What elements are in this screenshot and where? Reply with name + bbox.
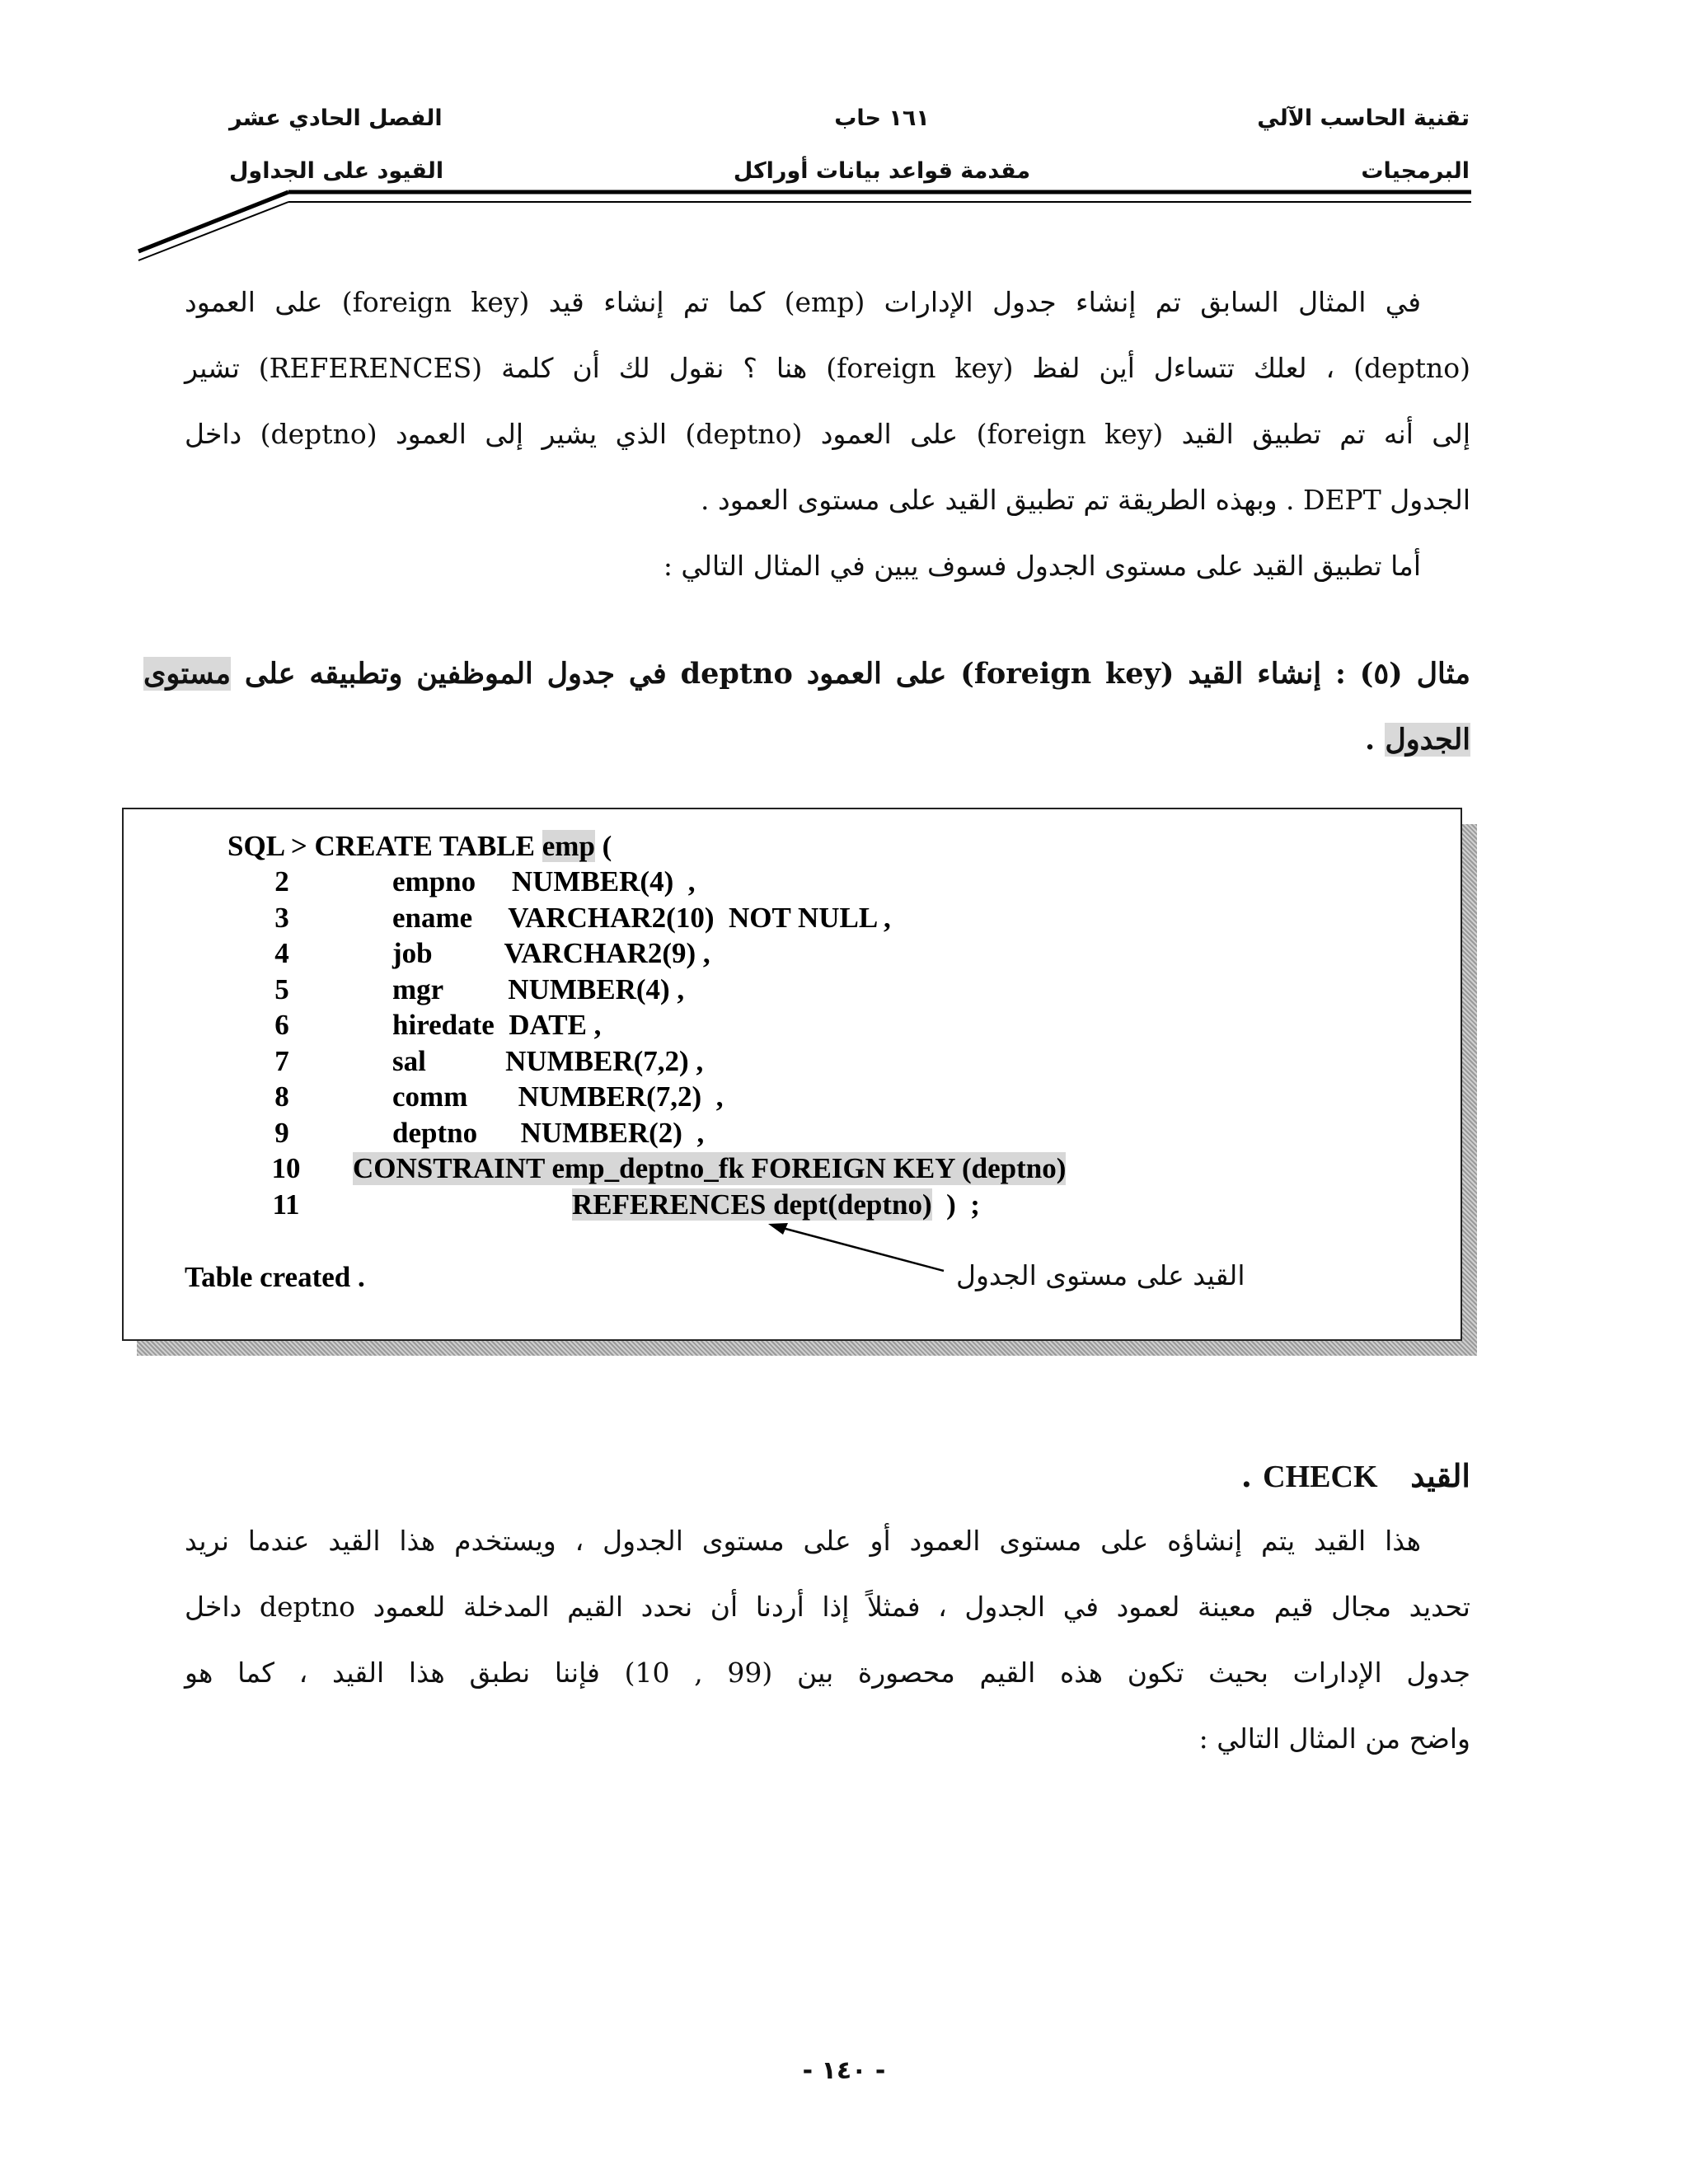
check-line: تحديد مجال قيم معينة لعمود في الجدول ، فمثلاً إذا أردنا أن نحدد القيم المدخلة للعمود deptno داخل	[185, 1591, 1470, 1623]
intro-line: إلى أنه تم تطبيق القيد (foreign key) على العمود (deptno) الذي يشير إلى العمود (deptno) داخل	[185, 418, 1471, 450]
section-title-period: .	[1240, 1457, 1252, 1494]
open-paren: (	[594, 830, 612, 862]
check-line: هذا القيد يتم إنشاؤه على مستوى العمود أو على مستوى الجدول ، ويستخدم هذا القيد عندما نريد	[185, 1525, 1421, 1557]
section-title-en: CHECK	[1263, 1460, 1378, 1494]
highlighted-word: الجدول	[1385, 723, 1470, 757]
code-line: comm NUMBER(7,2) ,	[392, 1080, 724, 1113]
example-text: مثال (٥) : إنشاء القيد (foreign key) على العمود deptno في جدول الموظفين وتطبيقه على	[244, 657, 1471, 691]
table-name: emp	[542, 830, 595, 862]
example-line	[143, 707, 1470, 773]
check-line: واضح من المثال التالي :	[1198, 1722, 1470, 1755]
constraint-line: CONSTRAINT emp_deptno_fk FOREIGN KEY (deptno)	[353, 1152, 1067, 1184]
example-line	[143, 641, 1470, 707]
chapter-number: الفصل الحادي عشر	[229, 105, 443, 131]
sql-prompt: SQL > CREATE TABLE	[227, 830, 542, 862]
course-code: ١٦١ حاب	[834, 105, 930, 131]
section-title	[1241, 1457, 1470, 1495]
references-clause: REFERENCES dept(deptno)	[572, 1188, 932, 1221]
intro-line: في المثال السابق تم إنشاء جدول الإدارات (emp) كما تم إنشاء قيد (foreign key) على العمود	[185, 286, 1421, 318]
line-number: 9	[274, 1117, 289, 1149]
intro-paragraph	[185, 269, 1470, 599]
check-line: جدول الإدارات بحيث تكون هذه القيم محصورة بين (99 , 10) فإننا نطبق هذا القيد ، كما هو	[185, 1657, 1470, 1689]
intro-line: الجدول DEPT . وبهذه الطريقة تم تطبيق القيد على مستوى العمود .	[701, 484, 1470, 516]
code-line: ename VARCHAR2(10) NOT NULL ,	[392, 902, 891, 934]
code-line-1	[227, 830, 612, 863]
intro-line: (deptno) ، لعلك تتساءل أين لفظ (foreign key) هنا ؟ نقول لك أن كلمة (REFERENCES) تشير	[185, 352, 1471, 384]
references-line	[572, 1188, 980, 1221]
annotation-label: القيد على مستوى الجدول	[956, 1259, 1245, 1291]
code-line: empno NUMBER(4) ,	[392, 865, 696, 898]
intro-line: أما تطبيق القيد على مستوى الجدول فسوف يبين في المثال التالي :	[663, 550, 1421, 582]
result-message: Table created .	[185, 1261, 365, 1293]
line-number: 8	[274, 1080, 289, 1113]
check-paragraph	[185, 1508, 1470, 1772]
line-number: 10	[271, 1152, 301, 1184]
page-number: - ١٤٠ -	[802, 2056, 886, 2085]
line-number: 3	[274, 902, 289, 934]
code-line: job VARCHAR2(9) ,	[392, 937, 710, 969]
code-line: deptno NUMBER(2) ,	[392, 1117, 705, 1149]
example-heading	[143, 641, 1470, 773]
code-line: mgr NUMBER(4) ,	[392, 973, 685, 1005]
line-number: 11	[272, 1188, 300, 1221]
annotation-arrow	[767, 1220, 964, 1286]
chapter-topic: القيود على الجداول	[229, 158, 444, 184]
code-line: hiredate DATE ,	[392, 1009, 602, 1041]
section-title-ar: القيد	[1410, 1457, 1470, 1494]
closing-paren: ) ;	[931, 1188, 980, 1221]
line-number: 7	[274, 1045, 289, 1077]
book-title: تقنية الحاسب الآلي	[1257, 105, 1470, 131]
course-name: مقدمة قواعد بيانات أوراكل	[733, 158, 1031, 184]
line-number: 5	[274, 973, 289, 1005]
line-number: 4	[274, 937, 289, 969]
example-text: .	[1364, 723, 1386, 757]
line-number: 6	[274, 1009, 289, 1041]
highlighted-word: مستوى	[143, 657, 232, 691]
code-line: sal NUMBER(7,2) ,	[392, 1045, 704, 1077]
header-rule	[0, 0, 1688, 272]
line-number: 2	[274, 865, 289, 898]
department: البرمجيات	[1361, 158, 1470, 184]
